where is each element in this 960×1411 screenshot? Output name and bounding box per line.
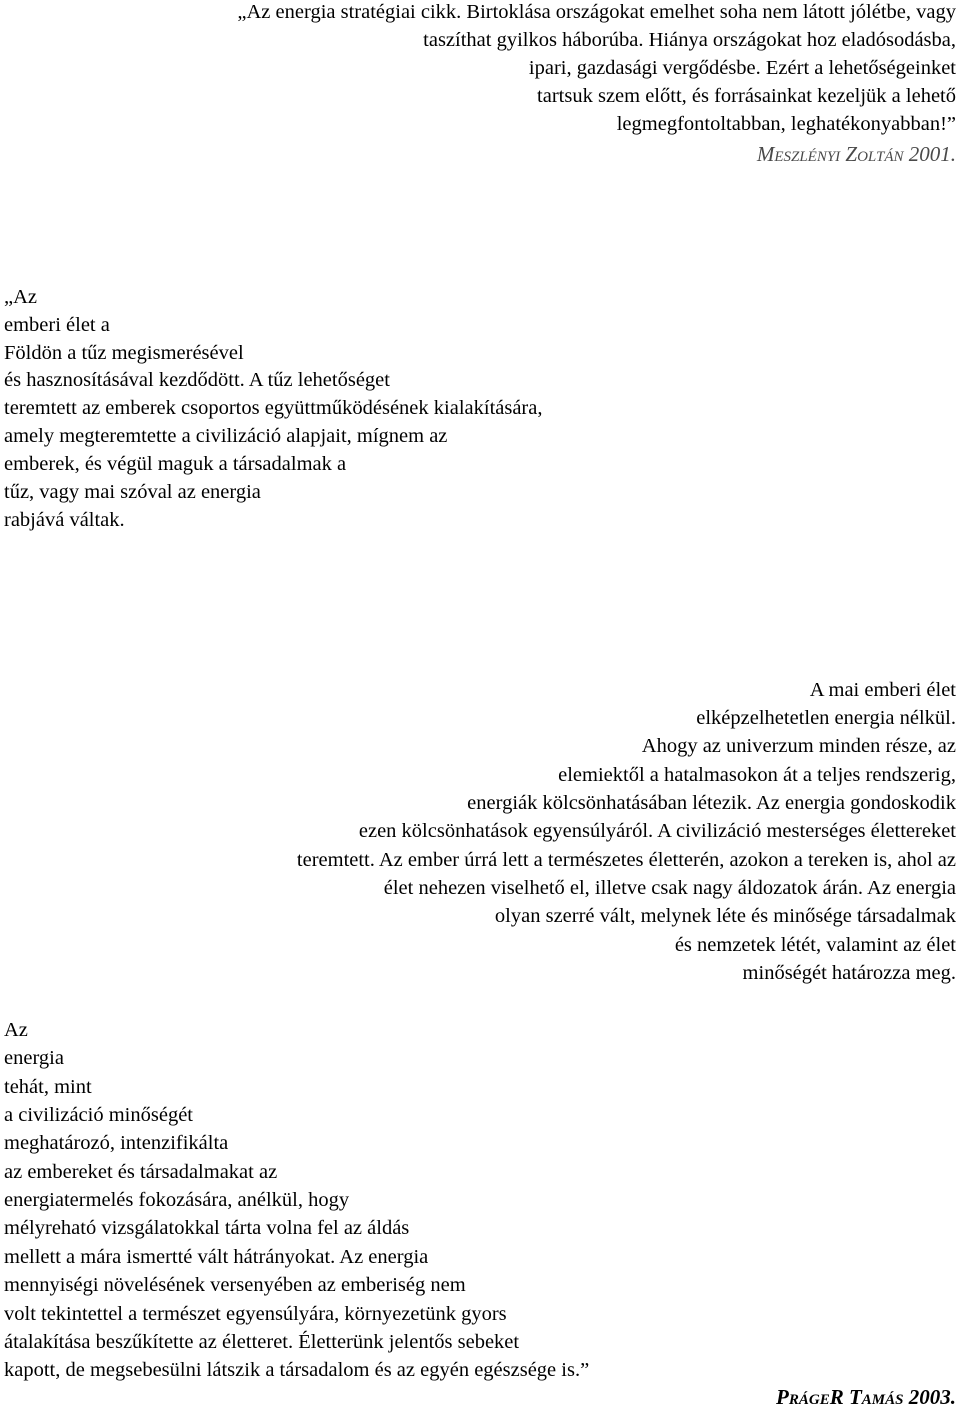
quote-author: PrágeR Tamás 2003. [776,1385,956,1409]
quote-line: teremtett. Az ember úrrá lett a természetes életterén, azokon a tereken is, ahol az [296,849,956,871]
quote-line: taszíthat gyilkos háborúba. Hiánya országokat hoz eladósodásba, [423,29,956,51]
quote-line: kapott, de megsebesülni látszik a társadalom és az egyén egészsége is.” [4,1359,590,1381]
quote-line: emberi élet a [4,314,110,336]
quote-line: legmegfontoltabban, leghatékonyabban!” [616,113,956,135]
quote-line: elképzelhetetlen energia nélkül. [696,707,956,729]
quote-line: energiák kölcsönhatásában létezik. Az energia gondoskodik [467,792,956,814]
quote-line: tehát, mint [4,1076,92,1098]
quote-line: ezen kölcsönhatások egyensúlyáról. A civilizáció mesterséges élettereket [358,820,956,842]
quote-line: amely megteremtette a civilizáció alapjait, mígnem az [4,425,448,447]
quote-line: energiatermelés fokozására, anélkül, hogy [4,1189,350,1211]
quote-line: Az [4,1019,28,1041]
quote-line: az embereket és társadalmakat az [4,1161,278,1183]
quote-line: Ahogy az univerzum minden része, az [641,735,956,757]
quote-line: mélyreható vizsgálatokkal tárta volna fel az áldás [4,1217,410,1239]
quote-line: „Az energia stratégiai cikk. Birtoklása országokat emelhet soha nem látott jólétbe, vagy [237,1,956,23]
quote-line: mennyiségi növelésének versenyében az emberiség nem [4,1274,466,1296]
quote-line: élet nehezen viselhető el, illetve csak nagy áldozatok árán. Az energia [383,877,956,899]
quote-line: tartsuk szem előtt, és forrásainkat kezeljük a lehető [537,85,956,107]
quote-line: minőségét határozza meg. [742,962,956,984]
quote-line: átalakítása beszűkítette az életteret. Életterünk jelentős sebeket [4,1331,520,1353]
quote-line: ipari, gazdasági vergődésbe. Ezért a lehetőségeinket [528,57,956,79]
quote-line: rabjává váltak. [4,509,125,531]
quote-line: teremtett az emberek csoportos együttműködésének kialakítására, [4,397,543,419]
quote-line: meghatározó, intenzifikálta [4,1132,229,1154]
quote-line: elemiektől a hatalmasokon át a teljes rendszerig, [558,764,956,786]
quote-line: a civilizáció minőségét [4,1104,193,1126]
quote-line: Földön a tűz megismerésével [4,342,244,364]
quote-line: volt tekintettel a természet egyensúlyára, környezetünk gyors [4,1303,507,1325]
quote-line: olyan szerré vált, melynek léte és minősége társadalmak [494,905,956,927]
quote-line: és nemzetek létét, valamint az élet [674,934,956,956]
quote-line: tűz, vagy mai szóval az energia [4,481,261,503]
quote-line: energia [4,1047,64,1069]
quote-line: emberek, és végül maguk a társadalmak a [4,453,347,475]
quote-line: és hasznosításával kezdődött. A tűz lehetőséget [4,369,390,391]
quote-line: „Az [4,286,38,308]
quote-author: Meszlényi Zoltán 2001. [756,142,956,166]
quote-line: mellett a mára ismertté vált hátrányokat. Az energia [4,1246,429,1268]
quote-line: A mai emberi élet [809,679,956,701]
